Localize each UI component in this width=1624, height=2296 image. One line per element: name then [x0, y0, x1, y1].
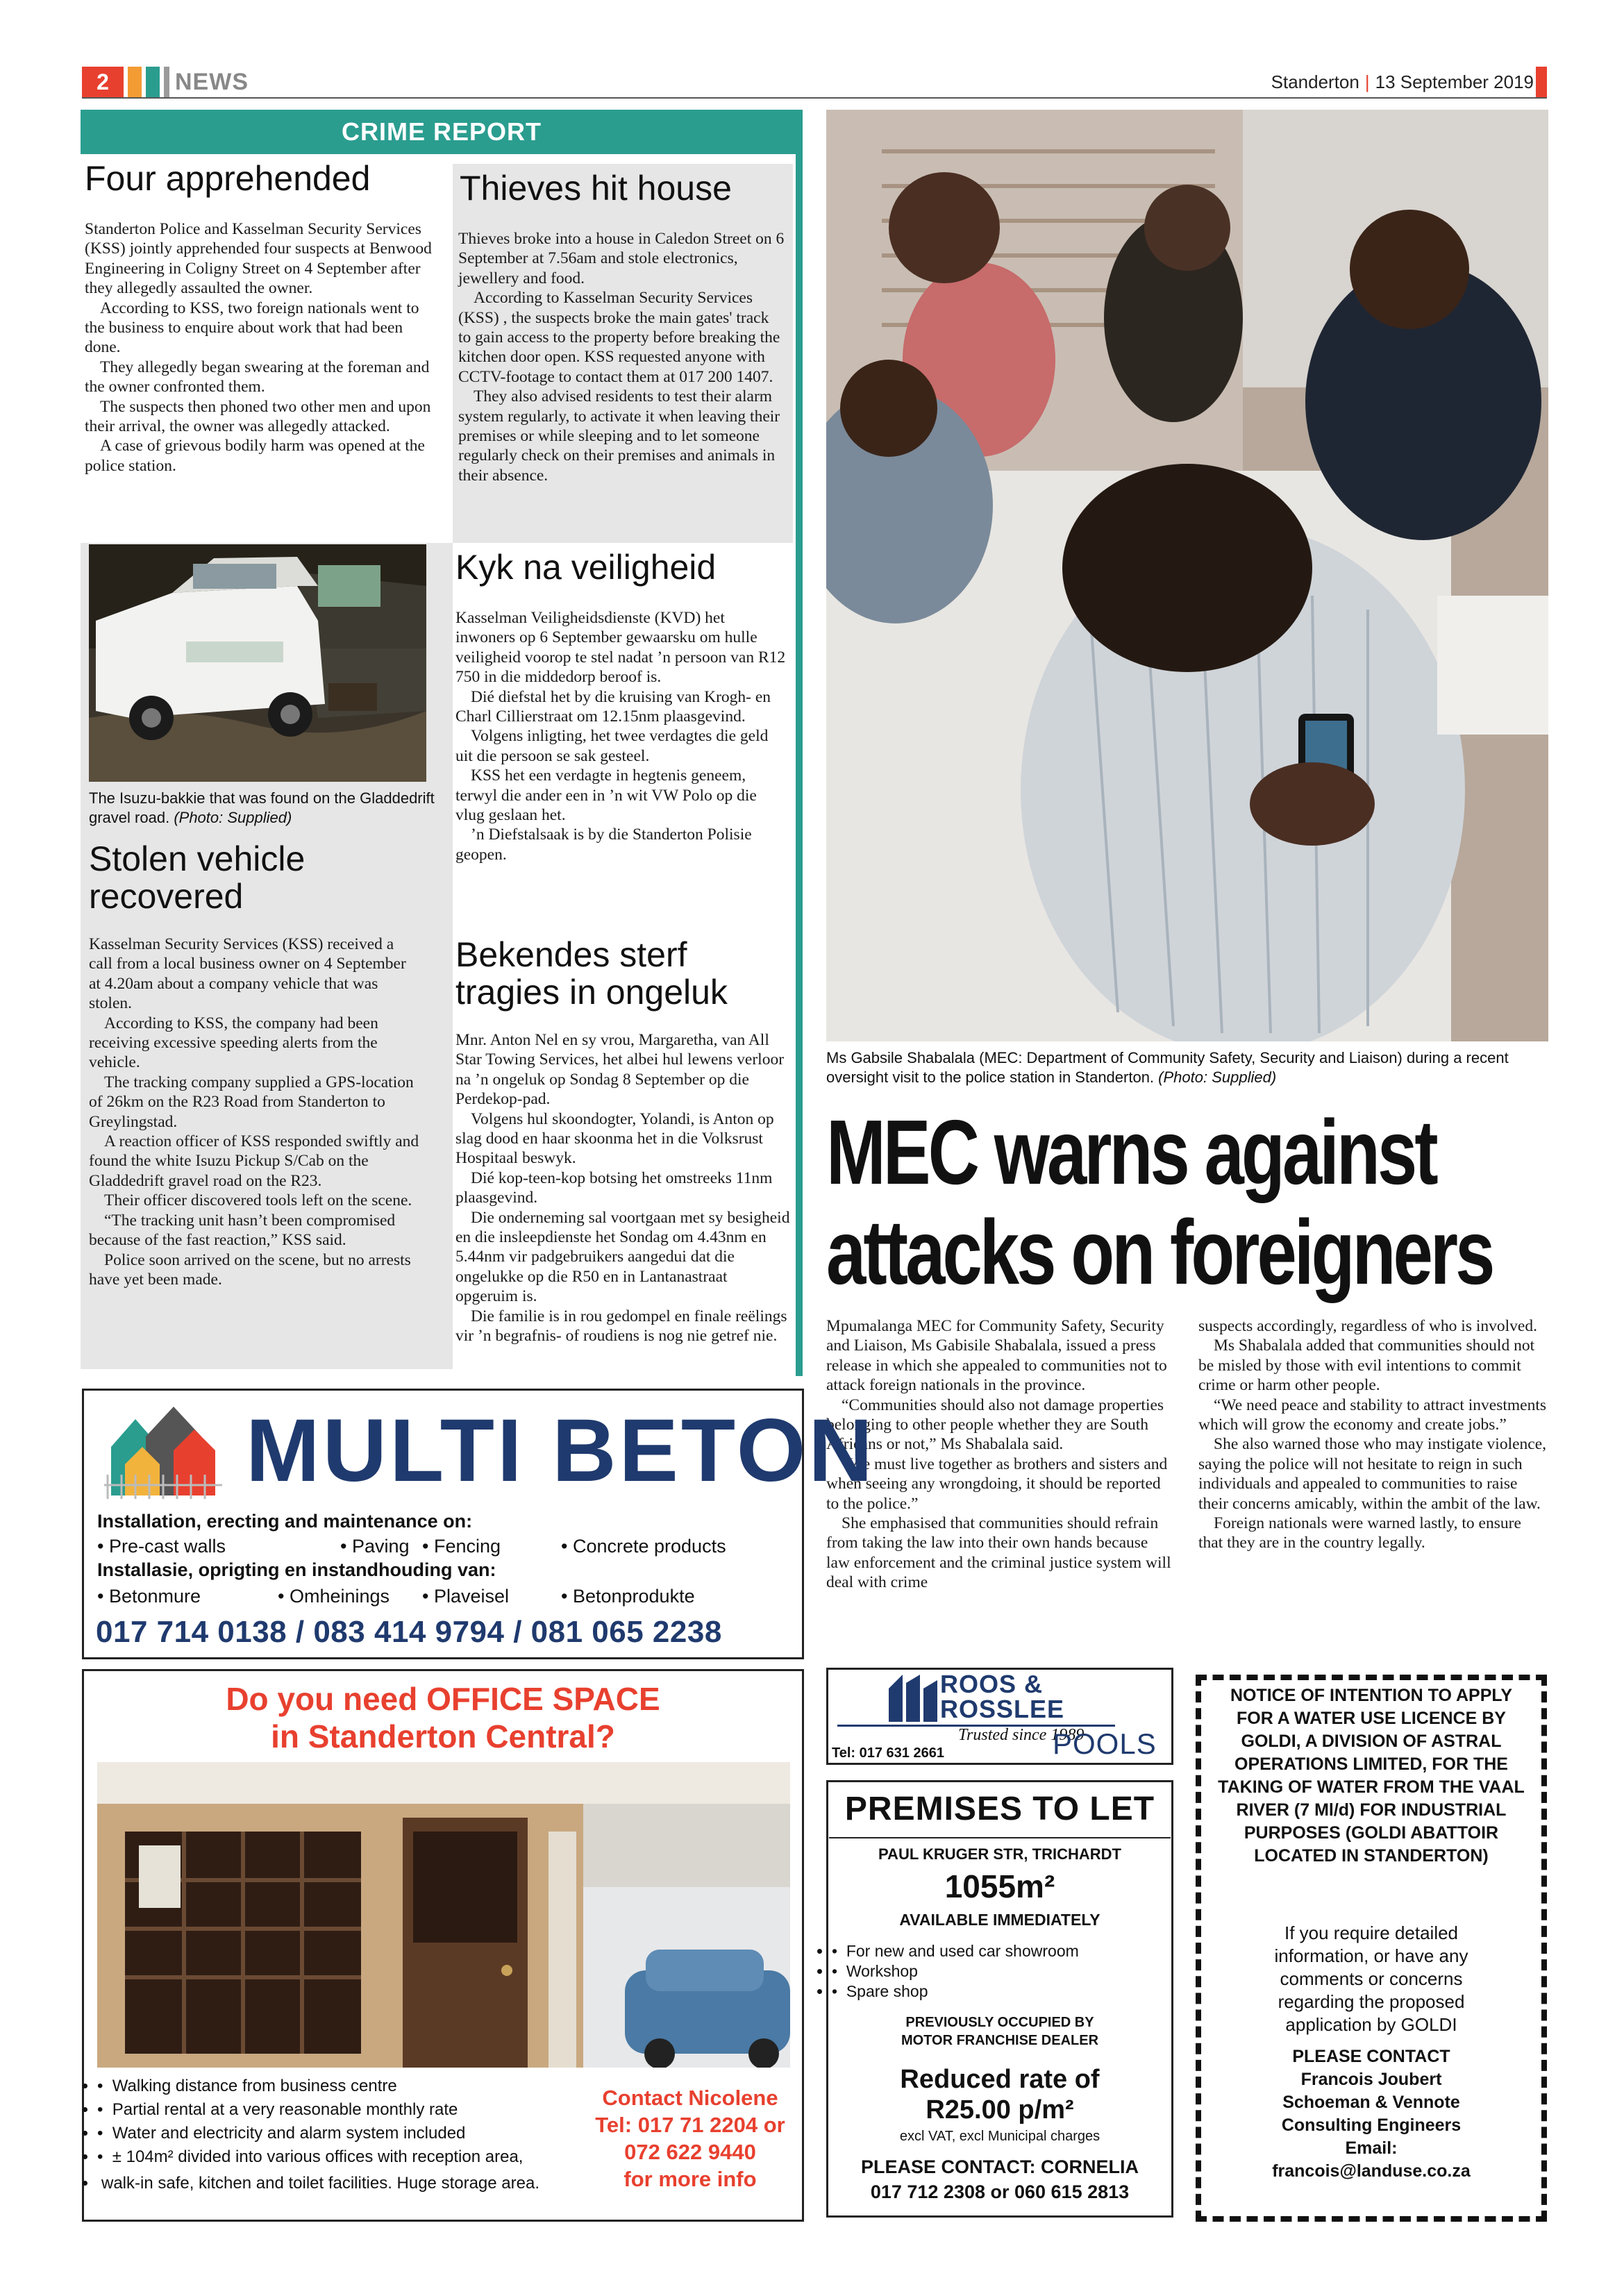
mec-photo-caption — [826, 1048, 1548, 1087]
notice-body: If you require detailed information, or have any comments or concerns regarding the proposed application by GOLDI — [1274, 1922, 1468, 2035]
section-label: NEWS — [175, 69, 249, 95]
crime-report-banner: CRIME REPORT — [81, 110, 803, 154]
multibeton-phones[interactable]: 017 714 0138 / 083 414 9794 / 081 065 2238 — [96, 1615, 722, 1649]
premises-previously: PREVIOUSLY OCCUPIED BY MOTOR FRANCHISE DEALER — [901, 2015, 1099, 2048]
notice-contact-org: Schoeman & Vennote Consulting Engineers — [1281, 2093, 1462, 2135]
stolen-para: Kasselman Security Services (KSS) received a call from a local business owner on 4 September at 4.20am about a company vehicle that was stolen. — [89, 935, 406, 1013]
thieves-body — [458, 229, 785, 485]
stolen-vehicle-body — [89, 935, 419, 1289]
four-para: A case of grievous bodily harm was opened at the police station. — [85, 437, 425, 475]
roos-name-line2: ROSSLEE — [940, 1695, 1065, 1723]
four-para: According to KSS, two foreign nationals went to the business to enquire about work that had been done. — [85, 299, 419, 357]
office-title-line1 — [90, 1680, 796, 1718]
bakkie-caption-credit: (Photo: Supplied) — [174, 809, 292, 826]
office-contact[interactable] — [580, 2084, 800, 2193]
mec-col1-para: Mpumalanga MEC for Community Safety, Security and Liaison, Ms Gabisile Shabalala, issued a press release in which she appealed to communities not to attack foreign nationals in the province. — [826, 1317, 1167, 1395]
premises-available: AVAILABLE IMMEDIATELY — [899, 1911, 1100, 1929]
multibeton-row2-item: • Betonmure — [97, 1586, 201, 1607]
roos-name — [940, 1672, 1064, 1722]
mec-headline-line2: attacks on foreigners — [826, 1201, 1493, 1303]
premises-bullet-text: For new and used car showroom — [846, 1942, 1079, 1960]
premises-rate-line2: R25.00 p/m² — [926, 2095, 1074, 2125]
thieves-headline: Thieves hit house — [460, 169, 732, 208]
roos-logo-icon — [889, 1675, 937, 1722]
office-bullet: • • Partial rental at a very reasonable monthly rate — [97, 2098, 597, 2122]
office-contact-line: 072 622 9440 — [624, 2140, 756, 2164]
bekendes-body — [455, 1030, 793, 1346]
office-bullet-text: Partial rental at a very reasonable monthly rate — [112, 2100, 458, 2119]
multibeton-row2-item: • Plaveisel — [422, 1586, 510, 1607]
office-title — [90, 1680, 796, 1755]
mec-caption-text: Ms Gabsile Shabalala (MEC: Department of Community Safety, Security and Liaison) during a recent oversight visit to the police station in Standerton. — [826, 1049, 1509, 1086]
multibeton-row1-item: • Concrete products — [561, 1536, 726, 1557]
roos-name-line1: ROOS & — [940, 1670, 1044, 1698]
dateline-date: 13 September 2019 — [1375, 72, 1534, 92]
roos-tagline: Trusted since 1989 — [958, 1726, 1085, 1744]
bakkie-photo — [89, 544, 426, 782]
office-title-prefix: Do you need — [226, 1681, 427, 1717]
roos-pools-label: POOLS — [1053, 1727, 1157, 1760]
office-title-line2: in Standerton Central? — [271, 1718, 615, 1754]
notice-contact — [1216, 2045, 1526, 2183]
stolen-para: According to KSS, the company had been receiving excessive speeding alerts from the vehicle. — [89, 1014, 378, 1072]
mec-col2-para: suspects accordingly, regardless of who is involved. — [1198, 1317, 1537, 1335]
office-bullet: • • Water and electricity and alarm system included — [97, 2122, 597, 2145]
premises-bullet: • • Workshop — [832, 1961, 1165, 1981]
multibeton-logo-icon — [104, 1398, 222, 1502]
multibeton-line2: Installasie, oprigting en instandhouding van: — [97, 1559, 496, 1580]
stolen-para: Police soon arrived on the scene, but no arrests have yet been made. — [89, 1250, 411, 1289]
office-bullets — [97, 2075, 597, 2195]
mec-col2-para: Ms Shabalala added that communities should not be misled by those with evil intentions to commit crime or harm other people. — [1198, 1336, 1535, 1395]
premises-street: PAUL KRUGER STR, TRICHARDT — [878, 1845, 1121, 1863]
mec-col2-para: Foreign nationals were warned lastly, to ensure that they are in the country legally. — [1198, 1514, 1521, 1552]
bekendes-para: Mnr. Anton Nel en sy vrou, Margaretha, van All Star Towing Services, het albei hul lewens verloor na ’n ongeluk op Sondag 8 September op die Perdekop-pad. — [455, 1031, 785, 1109]
office-title-emphasis: OFFICE SPACE — [426, 1681, 660, 1717]
kyk-body — [455, 608, 787, 864]
multibeton-row2-item: • Betonprodukte — [561, 1586, 695, 1607]
premises-bullet: • • Spare shop — [832, 1981, 1165, 2002]
stolen-para: “The tracking unit hasn’t been compromised because of the fast reaction,” KSS said. — [89, 1211, 396, 1250]
mec-col1-para: She emphasised that communities should refrain from taking the law into their own hands because law enforcement and the criminal justice system will deal with crime — [826, 1514, 1171, 1592]
kyk-para: Dié diefstal het by die kruising van Krogh- en Charl Cillierstraat om 12.15nm plaasgevind. — [455, 687, 771, 726]
four-apprehended-headline: Four apprehended — [85, 159, 371, 198]
office-contact-line: Tel: 017 71 2204 or — [595, 2113, 785, 2137]
multibeton-row1-item: • Fencing — [422, 1536, 501, 1557]
mec-col2-para: She also warned those who may instigate violence, saying the police will not hesitate to reign in such individuals and appealed to communities to raise their concerns amicably, within the ambit of the law. — [1198, 1435, 1547, 1513]
bekendes-para: Dié kop-teen-kop botsing het omstreeks 11nm plaasgevind. — [455, 1168, 773, 1207]
mec-headline-line1: MEC warns against — [826, 1101, 1436, 1203]
office-contact-line: for more info — [623, 2167, 757, 2191]
dateline-separator: | — [1364, 72, 1370, 92]
thieves-para: According to Kasselman Security Services (KSS) , the suspects broke the main gates' track to gain access to the property before breaking the kitchen door open. KSS requested anyone with CCTV-footage to contact them at 017 200 1407. — [458, 289, 780, 386]
premises-bullet-text: Spare shop — [846, 1982, 928, 2000]
roos-tel[interactable]: Tel: 017 631 2661 — [832, 1745, 944, 1761]
kyk-para: Kasselman Veiligheidsdienste (KVD) het inwoners op 6 September gewaarsku om hulle veiligheid voorop te stel nadat ’n persoon van R12 750 in die middedorp beroof is. — [455, 609, 786, 687]
page-number: 2 — [82, 67, 124, 97]
dateline-location: Standerton — [1271, 72, 1359, 92]
stolen-para: A reaction officer of KSS responded swiftly and found the white Isuzu Pickup S/Cab on the Gladdedrift gravel road on the R23. — [89, 1132, 419, 1190]
kyk-para: KSS het een verdagte in hegtenis geneem, terwyl die ander een in ’n wit VW Polo op die vlug geslaan het. — [455, 766, 757, 825]
thieves-para: Thieves broke into a house in Caledon Street on 6 September at 7.56am and stole electronics, jewellery and food. — [458, 230, 785, 287]
four-para: They allegedly began swearing at the foreman and the owner confronted them. — [85, 358, 430, 396]
premises-excl: excl VAT, excl Municipal charges — [899, 2129, 1100, 2144]
premises-contact1: PLEASE CONTACT: CORNELIA — [860, 2156, 1139, 2177]
office-photo-image — [97, 1762, 790, 2068]
mec-col2-para: “We need peace and stability to attract investments which will grow the economy and create jobs.” — [1198, 1396, 1547, 1434]
header-rule — [82, 97, 1547, 99]
four-para: Standerton Police and Kasselman Security Services (KSS) jointly apprehended four suspects at Benwood Engineering in Coligny Street on 4 September after they allegedly assaulted the owner. — [85, 220, 432, 298]
bakkie-caption — [89, 789, 436, 828]
notice-email-label: Email: — [1345, 2138, 1398, 2158]
mec-article-col2 — [1198, 1316, 1548, 1553]
mec-article-col1 — [826, 1316, 1173, 1593]
multibeton-row1-item: • Pre-cast walls — [97, 1536, 226, 1557]
bakkie-photo-image — [89, 544, 426, 782]
office-bullet-continuation: • walk-in safe, kitchen and toilet facilities. Huge storage area. — [97, 2169, 597, 2195]
stolen-vehicle-headline: Stolen vehicle recovered — [89, 839, 305, 916]
premises-rate-line1: Reduced rate of — [900, 2065, 1100, 2094]
notice-contact-label: PLEASE CONTACT — [1292, 2047, 1450, 2066]
bekendes-para: Die familie is in rou gedompel en finale reëlings vir ’n begrafnis- of roudiens is nog nie getref nie. — [455, 1307, 787, 1346]
header-block-grey — [164, 67, 169, 97]
four-apprehended-body — [85, 219, 437, 476]
stolen-para: The tracking company supplied a GPS-location of 26km on the R23 Road from Standerton to Greylingstad. — [89, 1073, 414, 1131]
bekendes-para: Volgens hul skoondogter, Yolandi, is Anton op slag dood en haar skoonma het in die Volksrust Hospitaal beswyk. — [455, 1109, 774, 1168]
mec-col1-para: “We must live together as brothers and sisters and when seeing any wrongdoing, it should be reported to the police.” — [826, 1455, 1168, 1513]
bekendes-para: Die onderneming sal voortgaan met sy besigheid en die insleepdienste het Sondag om 4.43nm en 5.44nm vir padgebruikers aangedui dat die ongelukke op die R50 en in Lantanastraat opgeruim is. — [455, 1208, 790, 1306]
notice-contact-name: Francois Joubert — [1300, 2070, 1442, 2089]
mec-col1-para: “Communities should also not damage properties belonging to other people whether they are South Africans or not,” Ms Shabalala said. — [826, 1396, 1164, 1454]
header-block-teal — [146, 67, 160, 97]
mec-photo — [826, 110, 1548, 1041]
premises-bullet: • • For new and used car showroom — [832, 1941, 1165, 1961]
premises-rule — [829, 1837, 1171, 1838]
office-bullet-text: ± 104m² divided into various offices with reception area, — [112, 2147, 524, 2166]
office-bullet: • • Walking distance from business centre — [97, 2075, 597, 2098]
multibeton-title: MULTI BETON — [246, 1401, 876, 1500]
stolen-para: Their officer discovered tools left on the scene. — [104, 1191, 412, 1210]
mec-photo-image — [826, 110, 1548, 1041]
office-bullet: • • ± 104m² divided into various offices with reception area, — [97, 2145, 597, 2169]
premises-title: PREMISES TO LET — [844, 1791, 1155, 1827]
thieves-para: They also advised residents to test their alarm system regularly, to activate it when leaving their premises or while sleeping and to let someone regularly check on their premises and animals in their absence. — [458, 387, 780, 485]
mec-caption-credit: (Photo: Supplied) — [1158, 1069, 1277, 1086]
office-bullet-text: Walking distance from business centre — [112, 2077, 397, 2095]
four-para: The suspects then phoned two other men and upon their arrival, the owner was allegedly attacked. — [85, 397, 431, 436]
notice-title: NOTICE OF INTENTION TO APPLY FOR A WATER USE LICENCE BY GOLDI, A DIVISION OF ASTRAL OPERATIONS LIMITED, FOR THE TAKING OF WATER FROM THE VAAL RIVER (7 Ml/d) FOR INDUSTRIAL PURPOSES (GOLDI ABATTOIR LOCATED IN STANDERTON) — [1218, 1686, 1525, 1866]
header-red-tab — [1536, 67, 1547, 97]
header-block-orange — [128, 67, 142, 97]
kyk-para: ’n Diefstalsaak is by die Standerton Polisie geopen. — [455, 826, 752, 864]
office-contact-line: Contact Nicolene — [602, 2086, 778, 2110]
office-photo — [97, 1762, 790, 2068]
notice-email[interactable]: francois@landuse.co.za — [1272, 2161, 1471, 2181]
premises-contact2[interactable]: 017 712 2308 or 060 615 2813 — [870, 2181, 1130, 2202]
multibeton-row1-item: • Paving — [340, 1536, 410, 1557]
dateline — [1271, 67, 1534, 97]
multibeton-line1: Installation, erecting and maintenance on: — [97, 1511, 473, 1532]
premises-bullets — [832, 1941, 1165, 2002]
bekendes-headline: Bekendes sterf tragies in ongeluk — [455, 935, 728, 1012]
multibeton-row2-item: • Omheinings — [278, 1586, 390, 1607]
bakkie-caption-text: The Isuzu-bakkie that was found on the Gladdedrift gravel road. — [89, 789, 435, 826]
office-bullet-text: Water and electricity and alarm system included — [112, 2124, 466, 2143]
kyk-headline: Kyk na veiligheid — [455, 548, 717, 587]
kyk-para: Volgens inligting, het twee verdagtes die geld uit die persoon se sak gesteel. — [455, 727, 769, 765]
premises-size: 1055m² — [944, 1868, 1055, 1904]
premises-bullet-text: Workshop — [846, 1962, 918, 1980]
